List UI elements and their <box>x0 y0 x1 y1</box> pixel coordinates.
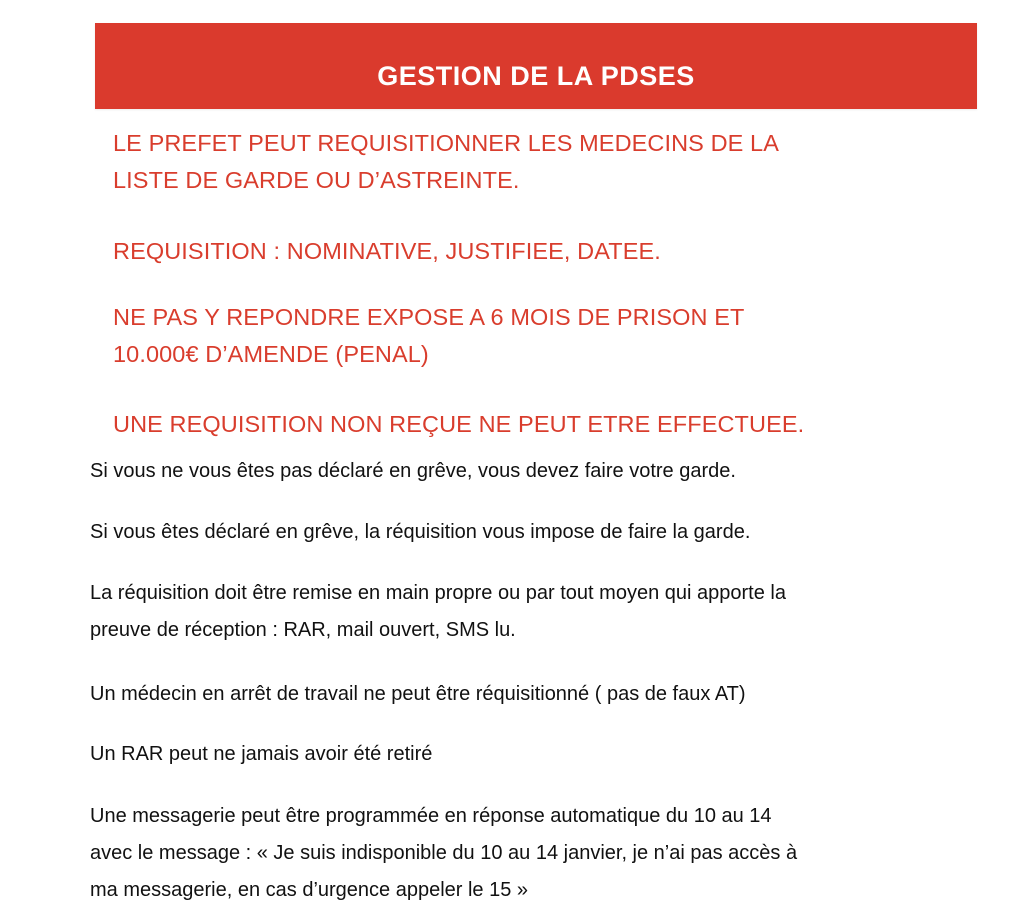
paragraph-line: Si vous ne vous êtes pas déclaré en grêve, vous devez faire votre garde. <box>90 460 736 482</box>
red-point-not-received <box>113 406 913 443</box>
paragraph-delivery <box>90 575 990 649</box>
paragraph-line: ma messagerie, en cas d’urgence appeler le 15 » <box>90 879 529 901</box>
page-title: GESTION DE LA PDSES <box>377 61 695 91</box>
red-point-penalty <box>113 299 913 373</box>
paragraph-on-strike <box>90 514 990 551</box>
red-point-line: UNE REQUISITION NON REÇUE NE PEUT ETRE EFFECTUEE. <box>113 411 805 437</box>
paragraph-line: La réquisition doit être remise en main propre ou par tout moyen qui apporte la <box>90 582 786 604</box>
paragraph-line: Si vous êtes déclaré en grêve, la réquisition vous impose de faire la garde. <box>90 521 751 543</box>
paragraph-sick-leave <box>90 676 990 713</box>
red-point-prefect-requisition <box>113 125 913 199</box>
paragraph-not-on-strike <box>90 453 990 490</box>
red-point-line: 10.000€ D’AMENDE (PENAL) <box>113 341 429 367</box>
paragraph-line: Un médecin en arrêt de travail ne peut être réquisitionné ( pas de faux AT) <box>90 683 746 705</box>
paragraph-line: Une messagerie peut être programmée en réponse automatique du 10 au 14 <box>90 805 772 827</box>
paragraph-line: avec le message : « Je suis indisponible du 10 au 14 janvier, je n’ai pas accès à <box>90 842 798 864</box>
red-point-line: NE PAS Y REPONDRE EXPOSE A 6 MOIS DE PRISON ET <box>113 304 745 330</box>
header-bar <box>95 23 977 109</box>
red-point-line: REQUISITION : NOMINATIVE, JUSTIFIEE, DATEE. <box>113 238 661 264</box>
paragraph-line: preuve de réception : RAR, mail ouvert, SMS lu. <box>90 619 516 641</box>
red-point-requisition-format <box>113 233 913 270</box>
paragraph-line: Un RAR peut ne jamais avoir été retiré <box>90 743 433 765</box>
paragraph-rar <box>90 736 990 773</box>
red-point-line: LE PREFET PEUT REQUISITIONNER LES MEDECINS DE LA <box>113 130 780 156</box>
paragraph-auto-reply <box>90 798 990 909</box>
red-point-line: LISTE DE GARDE OU D’ASTREINTE. <box>113 167 520 193</box>
